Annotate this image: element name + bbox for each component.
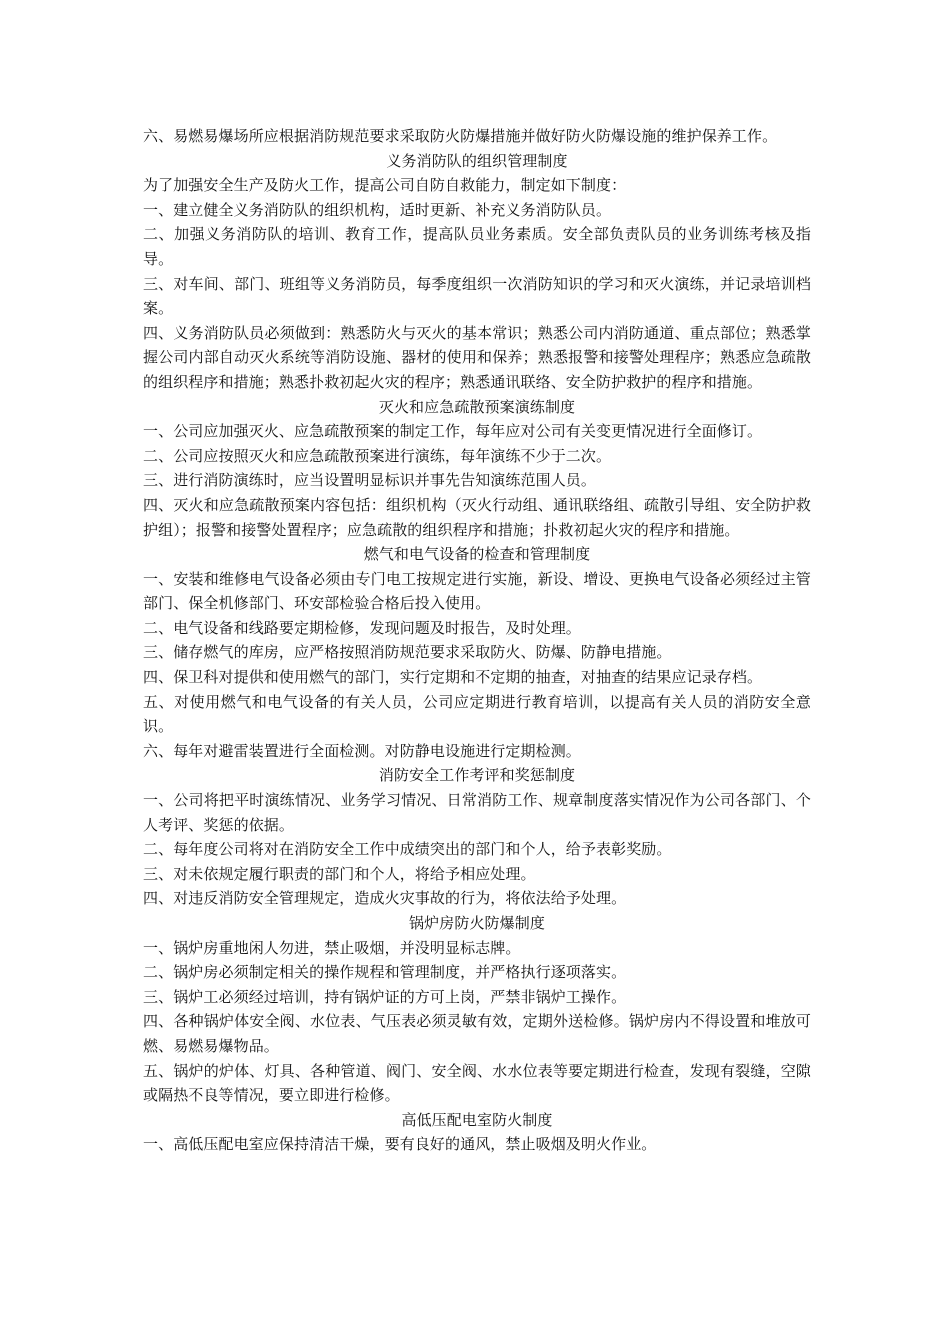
paragraph: 四、义务消防队员必须做到：熟悉防火与灭火的基本常识；熟悉公司内消防通道、重点部位；熟悉掌握公司内部自动灭火系统等消防设施、器材的使用和保养；熟悉报警和接警处理程序；熟悉应急疏散的组织程序和措施；熟悉扑救初起火灾的程序；熟悉通讯联络、安全防护救护的程序和措施。 [143, 323, 811, 391]
paragraph: 一、安装和维修电气设备必须由专门电工按规定进行实施，新设、增设、更换电气设备必须经过主管部门、保全机修部门、环安部检验合格后投入使用。 [143, 569, 811, 613]
paragraph: 三、进行消防演练时，应当设置明显标识并事先告知演练范围人员。 [143, 471, 597, 490]
paragraph: 二、电气设备和线路要定期检修，发现问题及时报告，及时处理。 [143, 618, 581, 637]
section-title: 高低压配电室防火制度 [401, 1110, 553, 1129]
paragraph: 为了加强安全生产及防火工作，提高公司自防自救能力，制定如下制度： [143, 176, 627, 195]
paragraph: 三、对车间、部门、班组等义务消防员，每季度组织一次消防知识的学习和灭火演练，并记录培训档案。 [143, 274, 811, 318]
paragraph: 二、锅炉房必须制定相关的操作规程和管理制度，并严格执行逐项落实。 [143, 963, 627, 982]
paragraph: 一、公司应加强灭火、应急疏散预案的制定工作，每年应对公司有关变更情况进行全面修订。 [143, 422, 763, 441]
paragraph: 三、锅炉工必须经过培训，持有锅炉证的方可上岗，严禁非锅炉工操作。 [143, 987, 627, 1006]
paragraph: 三、储存燃气的库房，应严格按照消防规范要求采取防火、防爆、防静电措施。 [143, 643, 672, 662]
section-title: 义务消防队的组织管理制度 [386, 151, 568, 170]
section-title: 燃气和电气设备的检查和管理制度 [363, 545, 591, 564]
paragraph: 二、加强义务消防队的培训、教育工作，提高队员业务素质。安全部负责队员的业务训练考核及指导。 [143, 225, 811, 268]
paragraph: 一、公司将把平时演练情况、业务学习情况、日常消防工作、规章制度落实情况作为公司各部门、个人考评、奖惩的依据。 [143, 791, 811, 834]
paragraph: 六、每年对避雷装置进行全面检测。对防静电设施进行定期检测。 [143, 741, 581, 760]
paragraph: 五、对使用燃气和电气设备的有关人员，公司应定期进行教育培训，以提高有关人员的消防安全意识。 [143, 692, 811, 736]
paragraph: 二、每年度公司将对在消防安全工作中成绩突出的部门和个人，给予表彰奖励。 [143, 840, 672, 859]
paragraph: 四、灭火和应急疏散预案内容包括：组织机构（灭火行动组、通讯联络组、疏散引导组、安全防护救护组）；报警和接警处置程序；应急疏散的组织程序和措施；扑救初起火灾的程序和措施。 [143, 495, 811, 539]
document-body [143, 124, 811, 1157]
paragraph: 四、各种锅炉体安全阀、水位表、气压表必须灵敏有效，定期外送检修。锅炉房内不得设置和堆放可燃、易燃易爆物品。 [143, 1012, 811, 1055]
section-title: 锅炉房防火防爆制度 [409, 914, 545, 932]
paragraph: 一、建立健全义务消防队的组织机构，适时更新、补充义务消防队员。 [143, 200, 612, 219]
paragraph: 五、锅炉的炉体、灯具、各种管道、阀门、安全阀、水水位表等要定期进行检查，发现有裂缝，空隙或隔热不良等情况，要立即进行检修。 [143, 1061, 811, 1105]
section-title: 灭火和应急疏散预案演练制度 [378, 397, 576, 416]
paragraph: 一、锅炉房重地闲人勿进，禁止吸烟，并没明显标志牌。 [143, 938, 521, 957]
section-title: 消防安全工作考评和奖惩制度 [378, 766, 576, 785]
paragraph: 六、易燃易爆场所应根据消防规范要求采取防火防爆措施并做好防火防爆设施的维护保养工作。 [143, 127, 778, 145]
paragraph: 二、公司应按照灭火和应急疏散预案进行演练，每年演练不少于二次。 [143, 446, 612, 465]
paragraph: 一、高低压配电室应保持清洁干燥，要有良好的通风，禁止吸烟及明火作业。 [143, 1135, 657, 1154]
paragraph: 四、保卫科对提供和使用燃气的部门，实行定期和不定期的抽查，对抽查的结果应记录存档。 [143, 668, 763, 687]
paragraph: 三、对未依规定履行职责的部门和个人，将给予相应处理。 [143, 864, 536, 883]
paragraph: 四、对违反消防安全管理规定，造成火灾事故的行为，将依法给予处理。 [143, 889, 627, 908]
